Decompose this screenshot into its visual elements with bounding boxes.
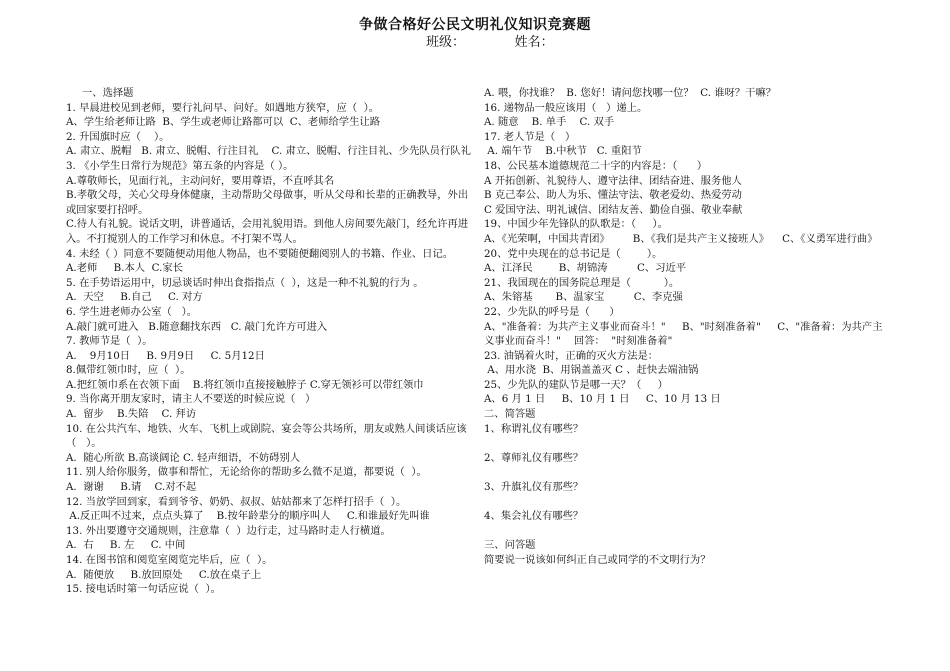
page-title: 争做合格好公民文明礼仪知识竞赛题: [359, 17, 591, 33]
question-line: 10. 在公共汽车、地铁、火车、飞机上或剧院、宴会等公共场所，朋友或熟人间谈话应该（ ）。: [66, 422, 467, 450]
question-line: A、朱镕基 B、温家宝 C、李克强: [484, 291, 683, 304]
question-line: A.老师 B.本人 C.家长: [66, 262, 184, 275]
question-line: 6. 学生进老师办公室（ ）。: [66, 305, 198, 318]
class-label: 班级：: [426, 35, 466, 50]
answer-space: [484, 436, 892, 451]
left-column: [66, 86, 474, 597]
name-label: 姓名：: [514, 35, 554, 50]
question-line: A、江泽民 B、胡锦涛 C、习近平: [484, 262, 687, 275]
question-line: A. 右 B. 左 C. 中间: [66, 539, 186, 552]
question-line: A. 随意 B. 单手 C. 双手: [484, 116, 615, 129]
question-line: 7. 教师节是（ ）。: [66, 335, 153, 348]
question-line: 2、尊师礼仪有哪些？: [484, 451, 584, 464]
answer-space: [484, 524, 892, 539]
question-line: A 开拓创新、礼貌待人、遵守法律、团结奋进、服务他人: [484, 174, 742, 187]
question-line: 11. 别人给你服务，做事和帮忙，无论给你的帮助多么微不足道，都要说（ ）。: [66, 466, 427, 479]
question-line: 12. 当放学回到家，看到爷爷、奶奶、叔叔、姑姑都来了怎样打招手（ ）。: [66, 495, 407, 508]
question-line: A. 随心所欲 B.高谈阔论 C. 轻声细语，不妨碍别人: [66, 451, 301, 464]
question-line: 19、中国少年先锋队的队歌是：（ ）。: [484, 218, 668, 231]
question-line: 17. 老人节是（ ）: [484, 130, 576, 143]
question-line: A.反正叫不过来，点点头算了 B.按年龄辈分的顺序叫人 C.和谁最好先叫谁: [66, 510, 430, 523]
question-line: A.尊敬师长，见面行礼，主动问好，要用尊语，不直呼其名: [66, 174, 335, 187]
question-line: 21、我国现在的国务院总理是（ ）。: [484, 276, 680, 289]
answer-space: [484, 495, 892, 510]
question-line: 20、党中央现在的总书记是（ ）。: [484, 247, 663, 260]
question-line: A. 天空 B.自己 C. 对方: [66, 291, 203, 304]
question-line: B.孝敬父母，关心父母身体健康，主动帮助父母做事，听从父母和长辈的正确教导，外出或回家要打招呼。: [66, 189, 469, 216]
question-line: A.把红领巾系在衣领下面 B.将红领巾直接接触脖子 C.穿无领衫可以带红领巾: [66, 378, 424, 391]
question-line: 三、问答题: [484, 539, 536, 552]
question-line: 4、集会礼仪有哪些？: [484, 510, 584, 523]
question-line: 18、公民基本道德规范二十字的内容是：（ ）: [484, 159, 708, 172]
question-line: 1、称谓礼仪有哪些？: [484, 422, 584, 435]
question-line: 3. 《小学生日常行为规范》第五条的内容是（ ）。: [66, 159, 294, 172]
question-line: 二、简答题: [484, 408, 536, 421]
question-line: 13. 外出要遵守交通规则，注意靠（ ）边行走，过马路时走人行横道。: [66, 524, 391, 537]
question-line: 简要说一说该如何纠正自己或同学的不文明行为？: [484, 554, 711, 566]
question-line: A、用水浇 B、用锅盖盖灭 C 、赶快去端油锅: [484, 364, 699, 377]
question-line: C 爱国守法、明礼诚信、团结友善、勤俭自强、敬业奉献: [484, 203, 743, 216]
question-line: C.待人有礼貌。说话文明，讲普通话，会用礼貌用语。到他人房间要先敲门，经允许再进入。不打搅别人的工作学习和休息。不打架不骂人。: [66, 218, 469, 245]
question-line: 2. 升国旗时应（ ）。: [66, 130, 170, 143]
question-line: 一、选择题: [82, 87, 134, 99]
question-line: A、《光荣啊，中国共青团》 B、《我们是共产主义接班人》 C、《义勇军进行曲》: [484, 232, 878, 245]
right-column: [484, 86, 892, 568]
question-line: A. 9月10日 B. 9月9日 C. 5月12日: [66, 349, 265, 362]
question-line: 5. 在手势语运用中，切忌谈话时伸出食指指点（ ），这是一种不礼貌的行为 。: [66, 276, 424, 289]
question-line: A. 随便放 B.放回原处 C.放在桌子上: [66, 568, 262, 581]
question-line: 9. 当你离开朋友家时，请主人不要送的时候应说（ ）: [66, 393, 316, 406]
question-line: A、"准备着：为共产主义事业而奋斗！" B、"时刻准备着" C、"准备着：为共产主义事业而奋斗！" 回答： "时刻准备着": [484, 320, 883, 348]
class-name-line: [426, 31, 554, 50]
question-line: 14. 在图书馆和阅览室阅览完毕后，应（ ）。: [66, 554, 273, 566]
question-line: 16. 递物品一般应该用（ ）递上。: [484, 101, 648, 114]
question-line: A、学生给老师让路 B、学生或老师让路都可以 C、老师给学生让路: [66, 116, 380, 129]
question-line: A. 谢谢 B.请 C.对不起: [66, 481, 197, 494]
question-line: A. 喂，你找谁？ B. 您好！请问您找哪一位？ C. 谁呀？干嘛？: [484, 87, 777, 99]
question-line: B 克己奉公、助人为乐、懂法守法、敬老爱幼、热爱劳动: [484, 189, 742, 202]
question-line: 4. 未经（ ）同意不要随便动用他人物品，也不要随便翻阅别人的书籍、作业、日记。: [66, 247, 454, 260]
question-line: 22、少先队的呼号是（ ）: [484, 305, 620, 318]
question-line: 1. 早晨进校见到老师，要行礼问早、问好。如遇地方狭窄，应（ ）。: [66, 101, 380, 114]
answer-space: [484, 465, 892, 480]
question-line: A. 留步 B.失陪 C. 拜访: [66, 408, 197, 421]
question-line: A. 肃立、脱帽 B. 肃立、脱帽、行注目礼 C. 肃立、脱帽、行注目礼、少先队员行队礼: [66, 145, 471, 158]
question-line: 23. 油锅着火时，正确的灭火方法是：: [484, 349, 659, 362]
question-line: A.敲门就可进入 B.随意翻找东西 C. 敲门允许方可进入: [66, 320, 328, 333]
question-line: 15. 接电话时第一句话应说（ ）。: [66, 583, 221, 596]
question-line: 25、少先队的建队节是哪一天？（ ）: [484, 378, 668, 391]
question-line: 8.佩带红领巾时，应（ ）。: [66, 364, 191, 377]
question-line: 3、升旗礼仪有那些？: [484, 481, 584, 494]
question-line: A、6 月 1 日 B、10 月 1 日 C、10 月 13 日: [484, 393, 721, 406]
question-line: A. 端午节 B.中秋节 C. 重阳节: [484, 145, 642, 158]
